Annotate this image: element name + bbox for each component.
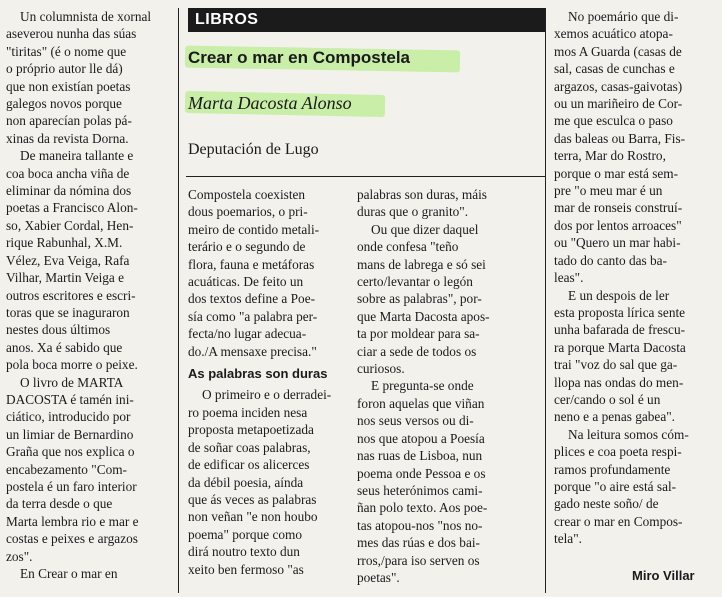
text-line: ro poema inciden nesa [188,404,308,420]
author-signature: Miro Villar [632,568,695,583]
text-line: Compostela coexisten [188,187,306,202]
text-line: ou "Quero un mar habi- [554,235,681,251]
text-line: eliminar da nómina dos [6,183,132,199]
book-title: Crear o mar en Compostela [188,48,411,67]
text-line: da terra desde o que [6,496,113,512]
text-line: xemos acuático atopa- [554,26,673,42]
text-line: galegos novos porque [6,96,122,112]
text-line: proposta metapoetizada [188,422,314,438]
text-line: No poemário que di- [568,9,679,24]
text-line: poetas a Francisco Alon- [6,200,138,216]
text-line: xeito ben fermoso "as [188,561,304,577]
text-line: sía como "a palabra per- [188,308,318,324]
text-line: mans de labrega e só sei [357,256,486,272]
text-line: crear o mar en Compos- [554,513,683,529]
text-line: dirá noutro texto dun [188,544,300,560]
text-line: poema onde Pessoa e os [357,465,486,481]
text-column-3 [357,186,525,586]
text-line: De maneira tallante e [20,148,134,164]
text-line: que ás veces as palabras [188,491,317,507]
text-line: ta por moldear para sa- [357,326,480,342]
text-line: anos. Xa é sabido que [6,339,123,355]
text-line: Marta lembra rio e mar e [6,513,139,529]
text-line: O livro de MARTA [20,374,124,390]
text-line: Vélez, Eva Veiga, Rafa [6,252,130,268]
text-line: dos textos define a Poe- [188,291,316,307]
text-line: mar de ronseis construí- [554,200,683,216]
text-line: de soñar coas palabras, [188,439,311,455]
text-line: o próprio autor lle dá) [6,61,123,77]
subheading: As palabras son duras [188,366,328,382]
text-line: seus heterónimos cami- [357,482,483,498]
text-line: tas atopou-nos "nos no- [357,517,483,533]
text-line: Un columnista de xornal [20,9,152,24]
text-line: das baleas ou Barra, Fis- [554,130,686,146]
text-line: de edificar os alicerces [188,457,310,473]
text-line: aseverou nunha das súas [6,26,137,42]
text-line: cer/cando o sol é un [554,391,661,407]
text-line: sobre as palabras", por- [357,291,482,307]
text-line: nos seus versos ou di- [357,413,474,429]
header-rule [186,176,545,177]
text-line: neno e a penas gabea". [554,409,675,425]
text-line: terário e o segundo de [188,239,306,255]
text-line: tado do canto das ba- [554,252,667,268]
text-line: meiro de contido metali- [188,221,320,237]
text-line: nos que atopou a Poesía [357,430,485,446]
text-line: poema" porque como [188,526,302,542]
author-name: Marta Dacosta Alonso [188,93,352,113]
text-line: me que esculca o paso [554,113,673,129]
text-line: foron aquelas que viñan [357,395,485,411]
text-line: postela é un faro interior [6,478,137,494]
text-line: onde confesa "teño [357,239,459,255]
text-line: certo/levantar o legón [357,274,473,290]
text-line: mes das rúas e dos bai- [357,535,480,551]
text-line: Vilhar, Martin Veiga e [6,270,125,286]
text-line: ciático, introducido por [6,409,131,425]
text-line: da débil poesia, aínda [188,474,304,490]
text-line: tela". [554,531,582,547]
text-line: so, Xabier Cordal, Hen- [6,217,134,233]
text-line: dos por lentos arroaces" [554,217,682,233]
text-line: fecta/no lugar adecua- [188,326,307,342]
section-label: LIBROS [188,8,545,32]
text-column-1 [6,8,166,582]
text-line: encabezamento "Com- [6,461,127,477]
text-line: terra, Mar do Rostro, [554,148,666,164]
text-line: ñan polo texto. Aos poe- [357,500,488,516]
text-line: O primeiro e o derradei- [202,387,332,403]
text-line: trai "voz do sal que ga- [554,357,678,373]
text-line: E un despois de ler [568,287,670,303]
text-line: ramos profundamente [554,461,671,477]
text-line: nas ruas de Lisboa, nun [357,448,483,464]
text-line: llopa nas ondas do men- [554,374,684,390]
text-line: esta proposta lírica sente [554,304,686,320]
text-line: leas". [554,270,584,286]
text-line: ou un mariñeiro de Cor- [554,96,683,112]
text-line: palabras son duras, máis [357,187,487,202]
text-line: En Crear o mar en [20,566,118,581]
text-line: rros,/para iso serven os [357,552,480,568]
text-line: pre "o meu mar é un [554,183,663,199]
text-line: toras que se inaguraron [6,304,130,320]
text-line: dous poemarios, o pri- [188,204,308,220]
text-line: costas e peixes e argazos [6,531,138,547]
text-column-2 [188,186,346,578]
text-line: curiosos. [357,361,405,377]
text-line: que Marta Dacosta apos- [357,308,490,324]
publisher-name: Deputación de Lugo [188,141,319,158]
text-line: coa boca ancha viña de [6,165,130,181]
text-line: plices e coa poeta respi- [554,444,682,460]
text-line: pola boca morre o peixe. [6,357,138,373]
text-line: argazos, casas-gaivotas) [554,78,683,94]
text-line: rique Rabunhal, X.M. [6,235,123,251]
text-line: porque "o aire está sal- [554,478,677,494]
text-line: DACOSTA é tamén ini- [6,391,134,407]
text-line: "tiritas" (é o nome que [6,43,127,59]
text-line: porque o mar está sem- [554,165,679,181]
text-line: zos". [6,548,33,564]
text-line: E pregunta-se onde [371,378,474,394]
text-line: flora, fauna e metáforas [188,256,315,272]
text-line: non veñan "e non houbo [188,509,318,525]
text-line: ra porque Marta Dacosta [554,339,686,355]
text-line: un limiar de Bernardino [6,426,134,442]
text-line: Graña que nos explica o [6,444,135,460]
text-line: sal, casas de cunchas e [554,61,675,77]
text-line: nestes dous últimos [6,322,111,338]
text-line: unha bafarada de frescu- [554,322,686,338]
text-line: gado neste soño/ de [554,496,659,512]
text-line: acuáticas. De feito un [188,274,304,290]
text-line: Na leitura somos cóm- [568,426,689,442]
text-line: duras que o granito". [357,204,469,220]
text-line: poetas". [357,569,400,585]
column-rule-left [178,8,179,593]
text-line: outros escritores e escri- [6,287,136,303]
text-column-4 [554,8,716,548]
text-line: Ou que dizer daquel [371,221,479,237]
text-line: ciar a sede de todos os [357,343,477,359]
text-line: mos A Guarda (casas de [554,43,682,59]
text-line: que non existían poetas [6,78,131,94]
text-line: do./A mensaxe precisa." [188,343,317,359]
text-line: xinas da revista Dorna. [6,130,129,146]
text-line: non aparecían polas pá- [6,113,132,129]
